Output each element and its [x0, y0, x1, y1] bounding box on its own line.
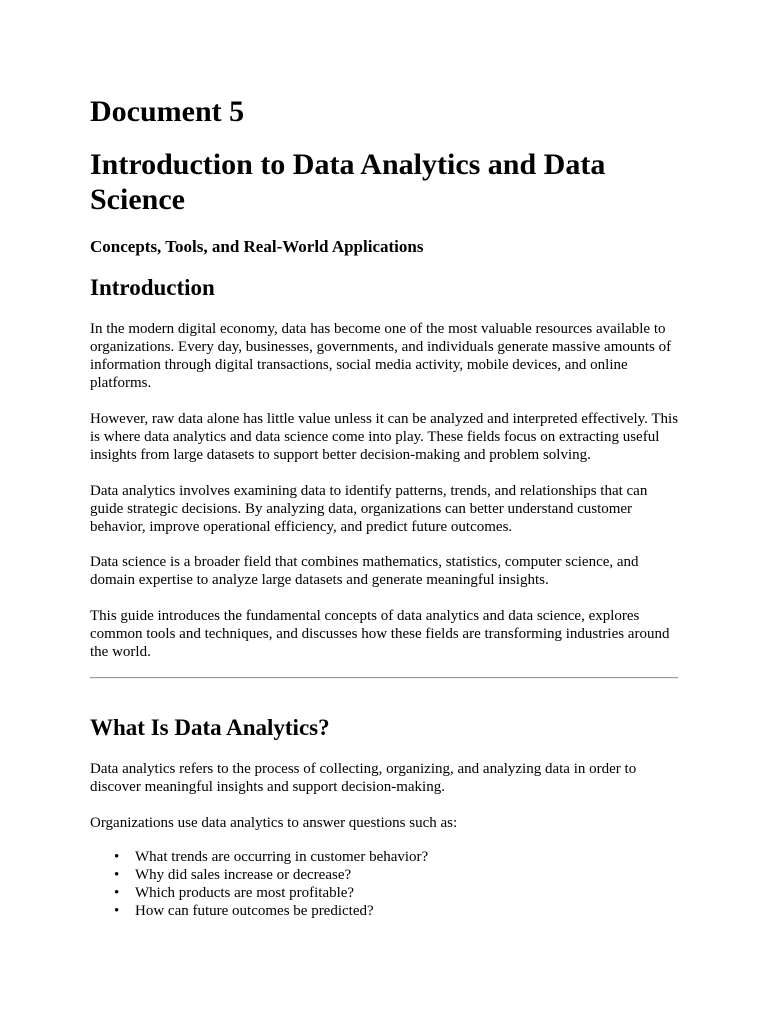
- what-is-data-analytics-heading: What Is Data Analytics?: [90, 715, 330, 740]
- list-item: [90, 848, 428, 866]
- list-item: [90, 884, 428, 902]
- introduction-paragraph-4: Data science is a broader field that combines mathematics, statistics, computer science, and domain expertise to analyze large datasets and generate meaningful insights.: [90, 554, 639, 588]
- bullet-icon: •: [114, 867, 120, 883]
- introduction-paragraph-2: However, raw data alone has little value unless it can be analyzed and interpreted effectively. This is where data analytics and data science come into play. These fields focus on extracting useful insights from large datasets to support better decision-making and problem solving.: [90, 411, 679, 463]
- list-item-text: How can future outcomes be predicted?: [135, 903, 374, 919]
- introduction-paragraph-3: Data analytics involves examining data to identify patterns, trends, and relationships that can guide strategic decisions. By analyzing data, organizations can better understand customer behavior, improve operational efficiency, and predict future outcomes.: [90, 483, 648, 535]
- analytics-questions-list: [90, 848, 428, 920]
- list-item: [90, 902, 428, 920]
- introduction-paragraph-1: In the modern digital economy, data has become one of the most valuable resources available to organizations. Every day, businesses, governments, and individuals generate massive amounts of information through digital transactions, social media activity, mobile devices, and online platforms.: [90, 321, 672, 391]
- list-item-text: Which products are most profitable?: [135, 885, 355, 901]
- data-analytics-questions-intro: Organizations use data analytics to answer questions such as:: [90, 815, 458, 831]
- bullet-icon: •: [114, 903, 120, 919]
- bullet-icon: •: [114, 885, 120, 901]
- introduction-paragraph-5: This guide introduces the fundamental concepts of data analytics and data science, explores common tools and techniques, and discusses how these fields are transforming industries around the world.: [90, 608, 670, 660]
- data-analytics-definition-paragraph: Data analytics refers to the process of collecting, organizing, and analyzing data in order to discover meaningful insights and support decision-making.: [90, 761, 637, 795]
- list-item: [90, 866, 428, 884]
- document-subtitle: Concepts, Tools, and Real-World Applications: [90, 237, 424, 256]
- section-divider: [90, 677, 678, 679]
- document-label: Document 5: [90, 95, 245, 128]
- list-item-text: Why did sales increase or decrease?: [135, 867, 352, 883]
- bullet-icon: •: [114, 849, 120, 865]
- list-item-text: What trends are occurring in customer behavior?: [135, 849, 429, 865]
- introduction-heading: Introduction: [90, 275, 215, 300]
- document-title: Introduction to Data Analytics and Data Science: [90, 148, 606, 216]
